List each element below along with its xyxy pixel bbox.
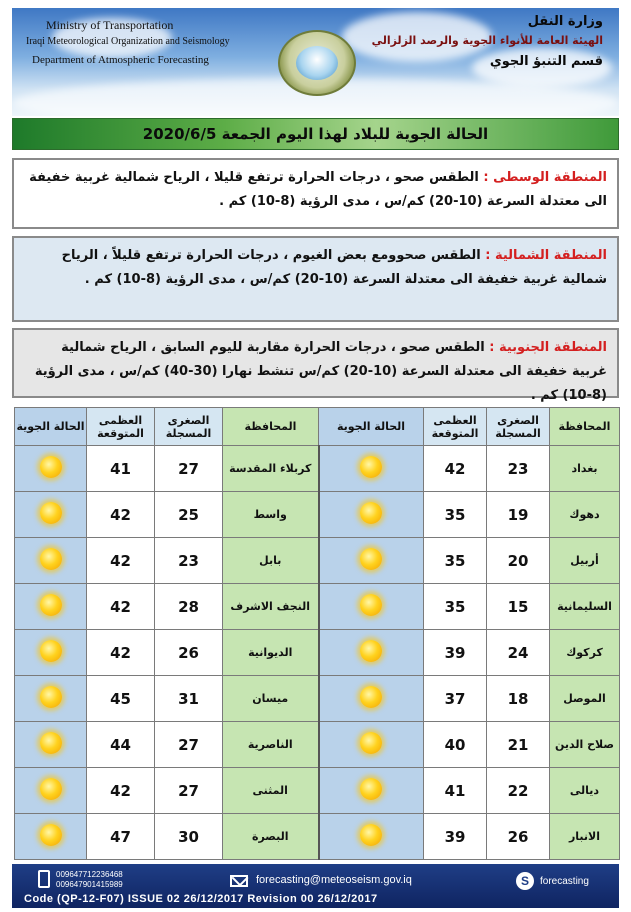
governorate-cell: النجف الاشرف <box>223 584 319 630</box>
governorate-cell: واسط <box>223 492 319 538</box>
max-temp-cell: 40 <box>424 722 487 768</box>
weather-cell <box>319 446 424 492</box>
region-south-text: الطقس صحو ، درجات الحرارة مقاربة لليوم السابق ، الرياح شمالية غربية خفيفة الى معتدلة السرعة (10-20) كم/س تنشط نهارا (30-40) كم/س ، مدى الرؤية (8-10) كم . <box>34 340 607 403</box>
table-row <box>15 722 620 768</box>
organization-name-en: Iraqi Meteorological Organization and Seismology <box>26 36 230 47</box>
sun-icon <box>40 640 62 662</box>
sun-icon <box>40 686 62 708</box>
sun-icon <box>40 456 62 478</box>
table-row <box>15 446 620 492</box>
sun-icon <box>40 824 62 846</box>
organization-seal-icon <box>278 30 356 96</box>
sun-icon <box>40 548 62 570</box>
header-banner <box>12 8 619 116</box>
header-max: العظمى المتوقعة <box>87 408 155 446</box>
weather-cell <box>15 492 87 538</box>
max-temp-cell: 35 <box>424 492 487 538</box>
sun-icon <box>360 824 382 846</box>
max-temp-cell: 41 <box>87 446 155 492</box>
min-temp-cell: 30 <box>155 814 223 860</box>
min-temp-cell: 21 <box>487 722 550 768</box>
sun-icon <box>360 778 382 800</box>
table-row <box>15 630 620 676</box>
governorate-cell: السليمانية <box>550 584 620 630</box>
table-row <box>15 814 620 860</box>
max-temp-cell: 47 <box>87 814 155 860</box>
region-north-name: المنطقة الشمالية : <box>485 248 607 263</box>
min-temp-cell: 24 <box>487 630 550 676</box>
header-governorate: المحافظة <box>223 408 319 446</box>
min-temp-cell: 26 <box>155 630 223 676</box>
weather-cell <box>15 722 87 768</box>
weather-cell <box>319 722 424 768</box>
min-temp-cell: 19 <box>487 492 550 538</box>
phone-icon <box>38 870 50 888</box>
min-temp-cell: 23 <box>487 446 550 492</box>
organization-name-ar: الهيئة العامة للأنواء الجوية والرصد الزلزالي <box>371 34 603 47</box>
email-link[interactable]: forecasting@meteoseism.gov.iq <box>256 874 412 886</box>
max-temp-cell: 41 <box>424 768 487 814</box>
table-row <box>15 676 620 722</box>
header-weather: الحالة الجوية <box>319 408 424 446</box>
max-temp-cell: 39 <box>424 814 487 860</box>
weather-cell <box>319 676 424 722</box>
governorate-cell: ميسان <box>223 676 319 722</box>
governorate-cell: كركوك <box>550 630 620 676</box>
governorate-cell: الانبار <box>550 814 620 860</box>
governorate-cell: أربيل <box>550 538 620 584</box>
sun-icon <box>360 502 382 524</box>
weather-cell <box>319 492 424 538</box>
table-row <box>15 492 620 538</box>
email-icon <box>230 875 248 887</box>
min-temp-cell: 31 <box>155 676 223 722</box>
weather-cell <box>319 538 424 584</box>
report-title: الحالة الجوية للبلاد لهذا اليوم الجمعة 2020/6/5 <box>142 125 489 143</box>
document-code: Code (QP-12-F07) ISSUE 02 26/12/2017 Revision 00 26/12/2017 <box>24 893 378 905</box>
weather-cell <box>319 630 424 676</box>
sun-icon <box>40 502 62 524</box>
region-north-box <box>12 236 619 322</box>
sun-icon <box>360 640 382 662</box>
weather-cell <box>319 584 424 630</box>
header-max: العظمى المتوقعة <box>424 408 487 446</box>
max-temp-cell: 42 <box>87 768 155 814</box>
table-row <box>15 584 620 630</box>
header-min: الصغرى المسجلة <box>155 408 223 446</box>
weather-cell <box>319 768 424 814</box>
sun-icon <box>360 732 382 754</box>
max-temp-cell: 42 <box>87 538 155 584</box>
skype-label[interactable]: forecasting <box>540 876 589 887</box>
region-south-name: المنطقة الجنوبية : <box>489 340 607 355</box>
weather-cell <box>15 584 87 630</box>
ministry-name-en: Ministry of Transportation <box>46 18 174 32</box>
sun-icon <box>360 456 382 478</box>
governorate-cell: الموصل <box>550 676 620 722</box>
max-temp-cell: 42 <box>424 446 487 492</box>
max-temp-cell: 35 <box>424 584 487 630</box>
table-row <box>15 538 620 584</box>
table-row <box>15 768 620 814</box>
department-name-en: Department of Atmospheric Forecasting <box>32 54 209 66</box>
sun-icon <box>40 778 62 800</box>
header-weather: الحالة الجوية <box>15 408 87 446</box>
region-north-text: الطقس صحوومع بعض الغيوم ، درجات الحرارة ترتفع قليلاً ، الرياح شمالية غربية خفيفة الى معتدلة السرعة (10-20) كم/س ، مدى الرؤية (8-10) كم . <box>61 248 607 287</box>
sun-icon <box>360 594 382 616</box>
weather-cell <box>15 768 87 814</box>
governorate-cell: ديالى <box>550 768 620 814</box>
governorate-cell: صلاح الدين <box>550 722 620 768</box>
governorate-cell: الديوانية <box>223 630 319 676</box>
max-temp-cell: 37 <box>424 676 487 722</box>
sun-icon <box>360 686 382 708</box>
min-temp-cell: 25 <box>155 492 223 538</box>
max-temp-cell: 45 <box>87 676 155 722</box>
weather-cell <box>15 814 87 860</box>
weather-cell <box>319 814 424 860</box>
region-south-box <box>12 328 619 403</box>
min-temp-cell: 27 <box>155 446 223 492</box>
region-center-name: المنطقة الوسطى : <box>483 170 607 185</box>
min-temp-cell: 26 <box>487 814 550 860</box>
forecast-table <box>14 407 620 860</box>
min-temp-cell: 23 <box>155 538 223 584</box>
header-min: الصغرى المسجلة <box>487 408 550 446</box>
weather-cell <box>15 676 87 722</box>
skype-icon: S <box>516 872 534 890</box>
sun-icon <box>40 732 62 754</box>
min-temp-cell: 28 <box>155 584 223 630</box>
min-temp-cell: 27 <box>155 722 223 768</box>
region-center-text: الطقس صحو ، درجات الحرارة ترتفع قليلا ، الرياح شمالية غربية خفيفة الى معتدلة السرعة (10-20) كم/س ، مدى الرؤية (8-10) كم . <box>29 170 607 209</box>
governorate-cell: الناصرية <box>223 722 319 768</box>
max-temp-cell: 44 <box>87 722 155 768</box>
governorate-cell: بغداد <box>550 446 620 492</box>
governorate-cell: بابل <box>223 538 319 584</box>
sun-icon <box>40 594 62 616</box>
sun-icon <box>360 548 382 570</box>
governorate-cell: المثنى <box>223 768 319 814</box>
min-temp-cell: 18 <box>487 676 550 722</box>
region-center-box <box>12 158 619 229</box>
table-header-row <box>15 408 620 446</box>
max-temp-cell: 42 <box>87 584 155 630</box>
ministry-name-ar: وزارة النقل <box>527 14 603 29</box>
max-temp-cell: 35 <box>424 538 487 584</box>
header-governorate: المحافظة <box>550 408 620 446</box>
min-temp-cell: 20 <box>487 538 550 584</box>
min-temp-cell: 22 <box>487 768 550 814</box>
governorate-cell: دهوك <box>550 492 620 538</box>
governorate-cell: كربلاء المقدسة <box>223 446 319 492</box>
weather-cell <box>15 446 87 492</box>
governorate-cell: البصرة <box>223 814 319 860</box>
max-temp-cell: 39 <box>424 630 487 676</box>
min-temp-cell: 15 <box>487 584 550 630</box>
footer-bar <box>12 864 619 908</box>
weather-cell <box>15 538 87 584</box>
report-title-bar <box>12 118 619 150</box>
department-name-ar: قسم التنبؤ الجوي <box>489 54 603 69</box>
max-temp-cell: 42 <box>87 630 155 676</box>
phone-number-1: 009647712236468 <box>56 870 123 879</box>
weather-cell <box>15 630 87 676</box>
phone-number-2: 009647901415989 <box>56 880 123 889</box>
min-temp-cell: 27 <box>155 768 223 814</box>
max-temp-cell: 42 <box>87 492 155 538</box>
